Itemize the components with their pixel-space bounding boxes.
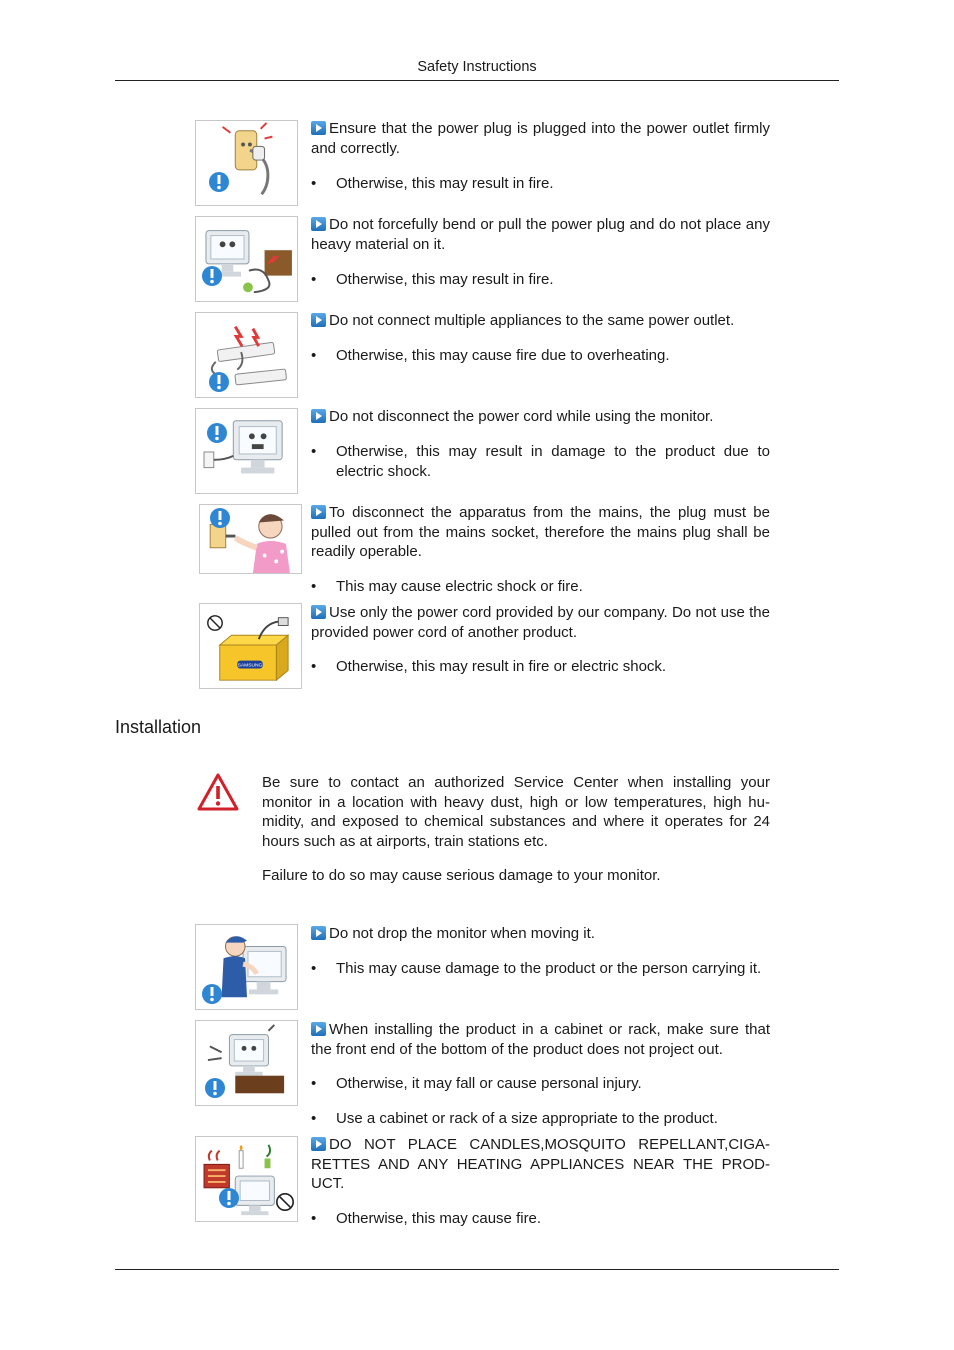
blue-arrow-icon [311, 926, 326, 940]
power-item-5-bullet: • This may cause electric shock or fire. [311, 578, 583, 595]
installation-item-2-text: When installing the product in a cabinet or rack, make sure that the front end of the bottom of the product does not project out. [311, 1021, 770, 1058]
footer-rule [115, 1269, 839, 1270]
power-item-6-bullet: • Otherwise, this may result in fire or electric shock. [311, 658, 667, 675]
power-item-4-bullet: • Otherwise, this may result in damage to the product due to electric shock. [311, 443, 770, 480]
blue-arrow-icon [311, 121, 326, 135]
power-item-1-bullet: • Otherwise, this may result in fire. [311, 175, 554, 192]
power-item-4-text: Do not disconnect the power cord while using the monitor. [311, 407, 770, 427]
prohibition-icon [206, 614, 224, 632]
blue-arrow-icon [311, 605, 326, 619]
caution-triangle-icon [197, 772, 239, 812]
illustration-woman-pulling-plug [199, 504, 302, 574]
blue-arrow-icon [311, 1137, 326, 1151]
illustration-multiple-plugs [195, 312, 298, 398]
exclamation-icon [208, 171, 230, 193]
illustration-monitor-unplug [195, 408, 298, 494]
illustration-monitor-on-cabinet [195, 1020, 298, 1106]
installation-item-2-bullet-1: • Otherwise, it may fall or cause personal injury. [311, 1075, 642, 1092]
power-item-2-text: Do not forcefully bend or pull the power plug and do not place any heavy material on it. [311, 216, 770, 253]
power-item-6-text: Use only the power cord provided by our company. Do not use the provided power cord of another product. [311, 604, 770, 641]
installation-item-3-bullet: • Otherwise, this may cause fire. [311, 1210, 542, 1227]
blue-arrow-icon [311, 1022, 326, 1036]
exclamation-icon [208, 371, 230, 393]
installation-caution-paragraph: Be sure to contact an authorized Service Center when installing your monitor in a location with heavy dust, high or low temperatures, high hu-midity, and exposed to chemical substances and where it operates for 24 hours such as at airports, train stations etc. [262, 774, 770, 850]
blue-arrow-icon [311, 409, 326, 423]
box-brand-label: SAMSUNG [237, 663, 263, 669]
installation-failure-paragraph: Failure to do so may cause serious damage to your monitor. [262, 867, 661, 884]
illustration-carrying-monitor [195, 924, 298, 1010]
installation-item-1-text: Do not drop the monitor when moving it. [311, 924, 770, 944]
header-rule [115, 80, 839, 81]
exclamation-icon [204, 1077, 226, 1099]
installation-item-3-text: DO NOT PLACE CANDLES,MOSQUITO REPELLANT,CIGA-RETTES AND ANY HEATING APPLIANCES NEAR THE PROD-UCT. [311, 1136, 770, 1192]
exclamation-icon [209, 507, 231, 529]
page-header-title: Safety Instructions [417, 59, 537, 75]
blue-arrow-icon [311, 313, 326, 327]
power-item-2-bullet: • Otherwise, this may result in fire. [311, 271, 554, 288]
exclamation-icon [201, 265, 223, 287]
illustration-power-cord-box [199, 603, 302, 689]
exclamation-icon [201, 983, 223, 1005]
power-item-5-text: To disconnect the apparatus from the mains, the plug must be pulled out from the mains socket, therefore the mains plug shall be readily operable. [311, 504, 770, 560]
exclamation-icon [218, 1187, 240, 1209]
installation-item-1-bullet: • This may cause damage to the product or the person carrying it. [311, 960, 762, 977]
blue-arrow-icon [311, 217, 326, 231]
illustration-bent-cord [195, 216, 298, 302]
power-item-3-bullet: • Otherwise, this may cause fire due to overheating. [311, 347, 670, 364]
prohibition-icon [275, 1192, 295, 1212]
exclamation-icon [206, 422, 228, 444]
installation-item-2-bullet-2: • Use a cabinet or rack of a size appropriate to the product. [311, 1110, 718, 1127]
blue-arrow-icon [311, 505, 326, 519]
illustration-plug-in-outlet [195, 120, 298, 206]
power-item-3-text: Do not connect multiple appliances to the same power outlet. [311, 311, 770, 331]
power-item-1-text: Ensure that the power plug is plugged into the power outlet firmly and correctly. [311, 120, 770, 157]
illustration-heating-near-monitor [195, 1136, 298, 1222]
installation-heading: Installation [115, 717, 202, 737]
